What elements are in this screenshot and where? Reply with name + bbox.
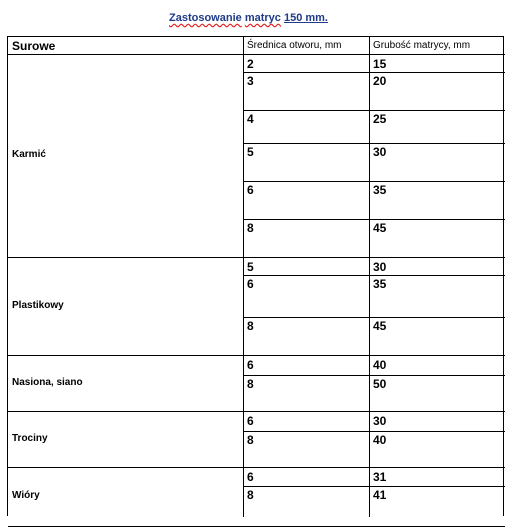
die-thickness-value: 15	[373, 57, 387, 71]
die-thickness-value: 41	[373, 488, 387, 502]
header-hole-diameter: Średnica otworu, mm	[247, 40, 342, 51]
group-divider	[8, 257, 505, 258]
material-label: Wióry	[12, 490, 40, 501]
row-divider	[243, 181, 505, 182]
row-divider	[243, 431, 505, 432]
group-divider	[8, 467, 505, 468]
document-title	[0, 12, 497, 24]
hole-diameter-value: 8	[247, 433, 254, 447]
row-divider	[243, 219, 505, 220]
die-thickness-value: 45	[373, 319, 387, 333]
die-thickness-value: 30	[373, 260, 387, 274]
title-word-1: Zastosowanie	[169, 12, 242, 24]
row-divider	[243, 143, 505, 144]
column-divider-2	[369, 37, 370, 517]
hole-diameter-value: 8	[247, 488, 254, 502]
die-thickness-value: 20	[373, 74, 387, 88]
hole-diameter-value: 5	[247, 260, 254, 274]
hole-diameter-value: 5	[247, 145, 254, 159]
die-thickness-value: 35	[373, 277, 387, 291]
header-die-thickness: Grubość matrycy, mm	[373, 40, 471, 51]
row-divider	[243, 486, 505, 487]
title-word-2: matryc	[244, 12, 281, 24]
hole-diameter-value: 2	[247, 57, 254, 71]
hole-diameter-value: 8	[247, 319, 254, 333]
header-material: Surowe	[12, 39, 56, 53]
material-label: Plastikowy	[12, 300, 64, 311]
hole-diameter-value: 3	[247, 74, 254, 88]
group-divider	[8, 411, 505, 412]
row-divider	[243, 375, 505, 376]
hole-diameter-value: 8	[247, 377, 254, 391]
die-thickness-value: 30	[373, 414, 387, 428]
hole-diameter-value: 6	[247, 183, 254, 197]
die-thickness-value: 30	[373, 145, 387, 159]
material-label: Nasiona, siano	[12, 377, 83, 388]
title-word-3: 150 mm.	[283, 12, 328, 24]
die-thickness-value: 25	[373, 112, 387, 126]
header-divider	[8, 54, 505, 55]
hole-diameter-value: 6	[247, 358, 254, 372]
data-table	[7, 36, 504, 516]
die-thickness-value: 50	[373, 377, 387, 391]
hole-diameter-value: 6	[247, 277, 254, 291]
die-thickness-value: 40	[373, 358, 387, 372]
material-label: Trociny	[12, 433, 48, 444]
row-divider	[243, 317, 505, 318]
material-label: Karmić	[12, 149, 46, 160]
die-thickness-value: 31	[373, 470, 387, 484]
die-thickness-value: 35	[373, 183, 387, 197]
group-divider	[8, 355, 505, 356]
hole-diameter-value: 4	[247, 112, 254, 126]
row-divider	[243, 275, 505, 276]
hole-diameter-value: 6	[247, 414, 254, 428]
die-thickness-value: 45	[373, 221, 387, 235]
column-divider-1	[243, 37, 244, 517]
hole-diameter-value: 6	[247, 470, 254, 484]
die-thickness-value: 40	[373, 433, 387, 447]
row-divider	[243, 72, 505, 73]
row-divider	[243, 110, 505, 111]
hole-diameter-value: 8	[247, 221, 254, 235]
